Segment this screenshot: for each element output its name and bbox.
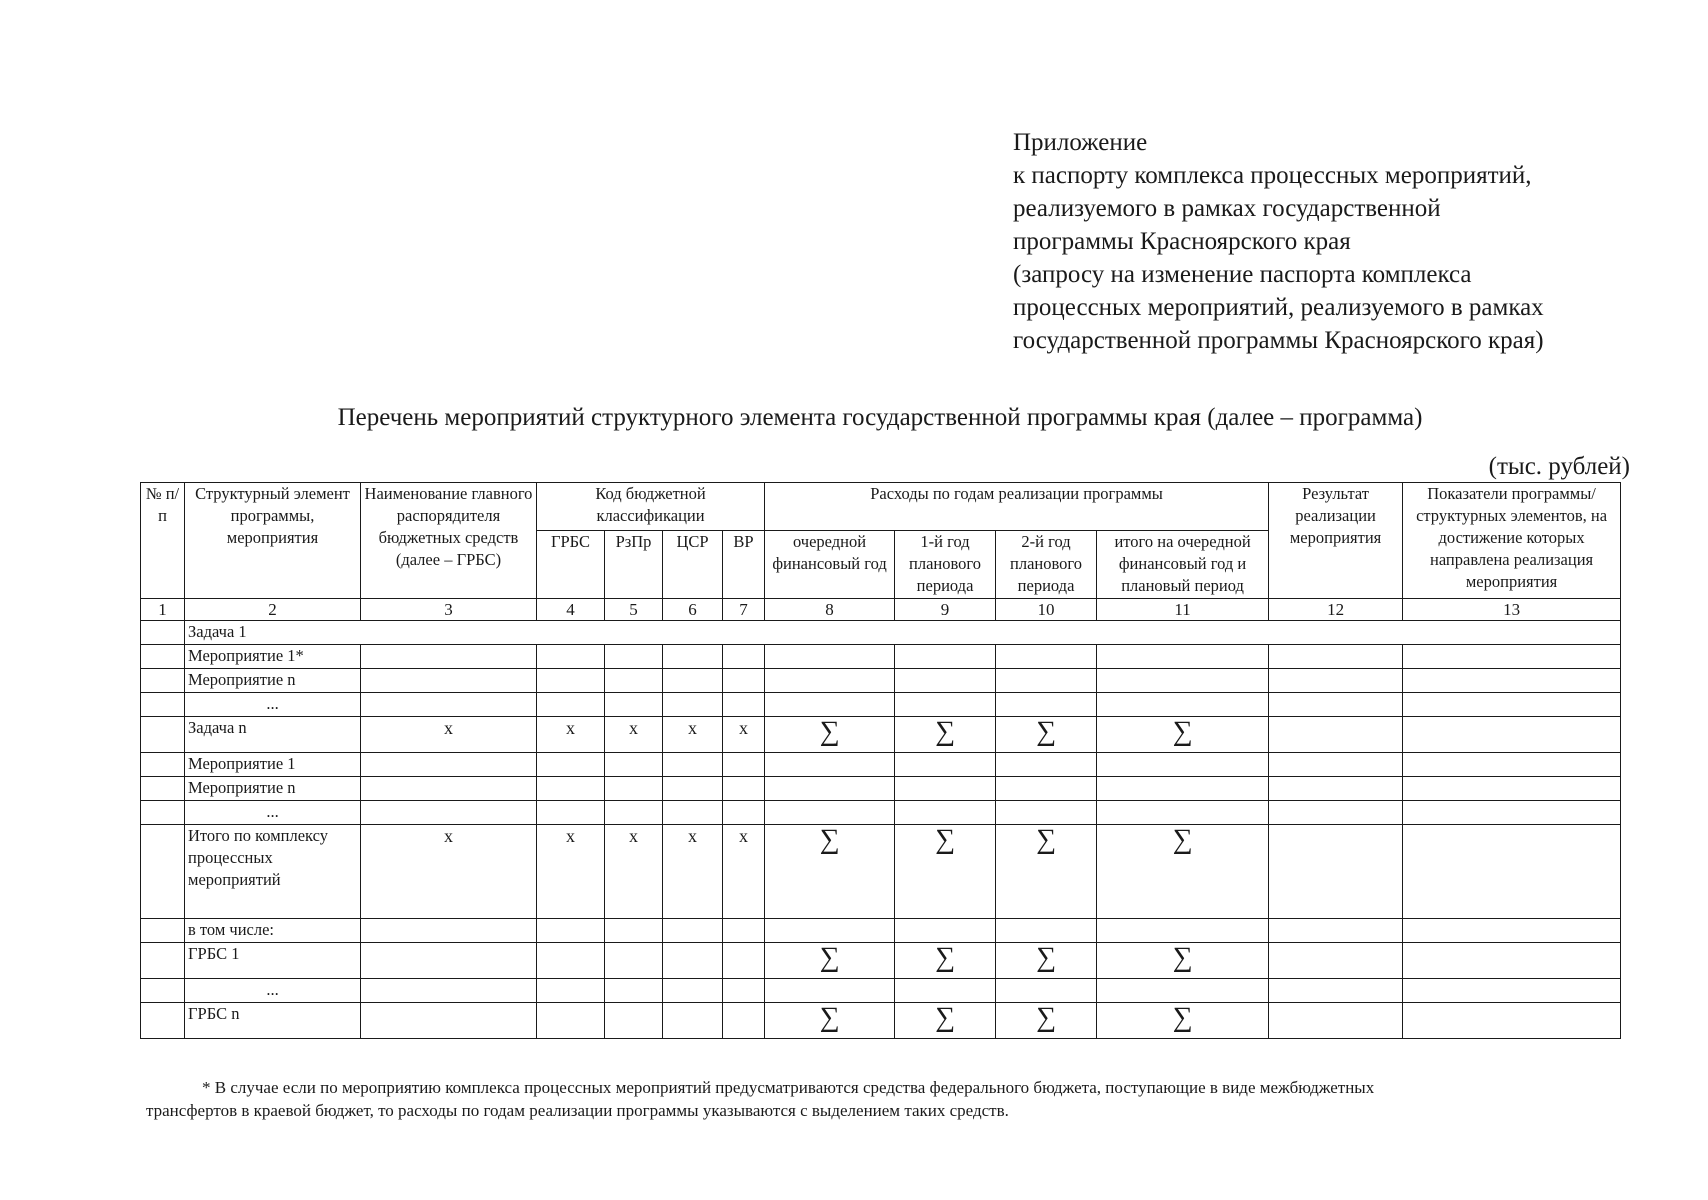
header-element: Структурный элемент программы, мероприятия (185, 483, 361, 599)
header-vr: ВР (723, 531, 765, 599)
unit-label: (тыс. рублей) (1488, 453, 1630, 480)
table-row (141, 645, 1621, 669)
footnote-line: * В случае если по мероприятию комплекса процессных мероприятий предусматриваются средства федерального бюджета, поступающие в виде межбюджетных (202, 1078, 1375, 1097)
table-row (141, 621, 1621, 645)
sum-mark: ∑ (765, 943, 895, 979)
column-number: 9 (895, 599, 996, 621)
sum-mark: ∑ (1097, 717, 1269, 753)
event-label: Мероприятие 1 (185, 753, 361, 777)
x-mark: x (723, 717, 765, 753)
ellipsis-cell: ... (185, 979, 361, 1003)
table-row (141, 693, 1621, 717)
header-csr: ЦСР (663, 531, 723, 599)
table-row (141, 979, 1621, 1003)
header-year-2: 2-й год планового периода (996, 531, 1097, 599)
sum-mark: ∑ (996, 1003, 1097, 1039)
sum-mark: ∑ (895, 825, 996, 919)
header-result: Результат реализации мероприятия (1269, 483, 1403, 599)
column-number: 1 (141, 599, 185, 621)
sum-mark: ∑ (1097, 943, 1269, 979)
sum-mark: ∑ (1097, 825, 1269, 919)
x-mark: x (537, 825, 605, 919)
sum-mark: ∑ (895, 717, 996, 753)
task-label: Задача n (185, 717, 361, 753)
x-mark: x (663, 825, 723, 919)
task-label: Задача 1 (185, 621, 1621, 645)
appendix-block (1013, 126, 1673, 357)
footnote-line: трансфертов в краевой бюджет, то расходы по годам реализации программы указываются с выделением таких средств. (146, 1101, 1009, 1120)
x-mark: x (361, 825, 537, 919)
table-row (141, 943, 1621, 979)
table-row (141, 801, 1621, 825)
header-year-total: итого на очередной финансовый год и плановый период (1097, 531, 1269, 599)
column-number: 5 (605, 599, 663, 621)
appendix-line: процессных мероприятий, реализуемого в рамках (1013, 294, 1544, 321)
appendix-line: (запросу на изменение паспорта комплекса (1013, 261, 1472, 288)
column-number: 4 (537, 599, 605, 621)
table-row (141, 717, 1621, 753)
event-label: Мероприятие 1* (185, 645, 361, 669)
event-label: Мероприятие n (185, 669, 361, 693)
sum-mark: ∑ (996, 825, 1097, 919)
including-label: в том числе: (185, 919, 361, 943)
total-label: Итого по комплексу процессных мероприятий (185, 825, 361, 919)
x-mark: x (537, 717, 605, 753)
column-number: 7 (723, 599, 765, 621)
header-rzpr: РзПр (605, 531, 663, 599)
appendix-line: государственной программы Красноярского края) (1013, 327, 1544, 354)
x-mark: x (361, 717, 537, 753)
column-number: 12 (1269, 599, 1403, 621)
num-cell (141, 621, 185, 645)
appendix-line: реализуемого в рамках государственной (1013, 195, 1441, 222)
appendix-line: программы Красноярского края (1013, 228, 1351, 255)
events-table (140, 482, 1621, 1039)
column-number: 3 (361, 599, 537, 621)
appendix-line: к паспорту комплекса процессных мероприятий, (1013, 162, 1532, 189)
table-row (141, 777, 1621, 801)
sum-mark: ∑ (1097, 1003, 1269, 1039)
column-number: 2 (185, 599, 361, 621)
table-row (141, 825, 1621, 919)
sum-mark: ∑ (895, 943, 996, 979)
x-mark: x (605, 717, 663, 753)
grbs-label: ГРБС 1 (185, 943, 361, 979)
sum-mark: ∑ (765, 825, 895, 919)
header-year-next: очередной финансовый год (765, 531, 895, 599)
sum-mark: ∑ (765, 717, 895, 753)
appendix-line: Приложение (1013, 129, 1148, 156)
sum-mark: ∑ (996, 943, 1097, 979)
column-number: 11 (1097, 599, 1269, 621)
ellipsis-cell: ... (185, 801, 361, 825)
x-mark: x (605, 825, 663, 919)
header-budget-code: Код бюджетной классификации (537, 483, 765, 531)
event-label: Мероприятие n (185, 777, 361, 801)
header-grbs-name: Наименование главного распорядителя бюджетных средств (далее – ГРБС) (361, 483, 537, 599)
header-num: № п/п (141, 483, 185, 599)
ellipsis-cell: ... (185, 693, 361, 717)
column-number: 6 (663, 599, 723, 621)
column-number: 13 (1403, 599, 1621, 621)
document-title: Перечень мероприятий структурного элемента государственной программы края (далее – программа) (337, 404, 1423, 431)
column-number: 10 (996, 599, 1097, 621)
table-row (141, 669, 1621, 693)
header-grbs: ГРБС (537, 531, 605, 599)
table-row (141, 919, 1621, 943)
x-mark: x (663, 717, 723, 753)
sum-mark: ∑ (765, 1003, 895, 1039)
x-mark: x (723, 825, 765, 919)
table-row (141, 753, 1621, 777)
footnote (146, 1076, 1626, 1122)
table-row (141, 1003, 1621, 1039)
header-year-1: 1-й год планового периода (895, 531, 996, 599)
sum-mark: ∑ (996, 717, 1097, 753)
column-number: 8 (765, 599, 895, 621)
grbs-label: ГРБС n (185, 1003, 361, 1039)
sum-mark: ∑ (895, 1003, 996, 1039)
header-indicators: Показатели программы/ структурных элементов, на достижение которых направлена реализация мероприятия (1403, 483, 1621, 599)
header-expenses: Расходы по годам реализации программы (765, 483, 1269, 531)
